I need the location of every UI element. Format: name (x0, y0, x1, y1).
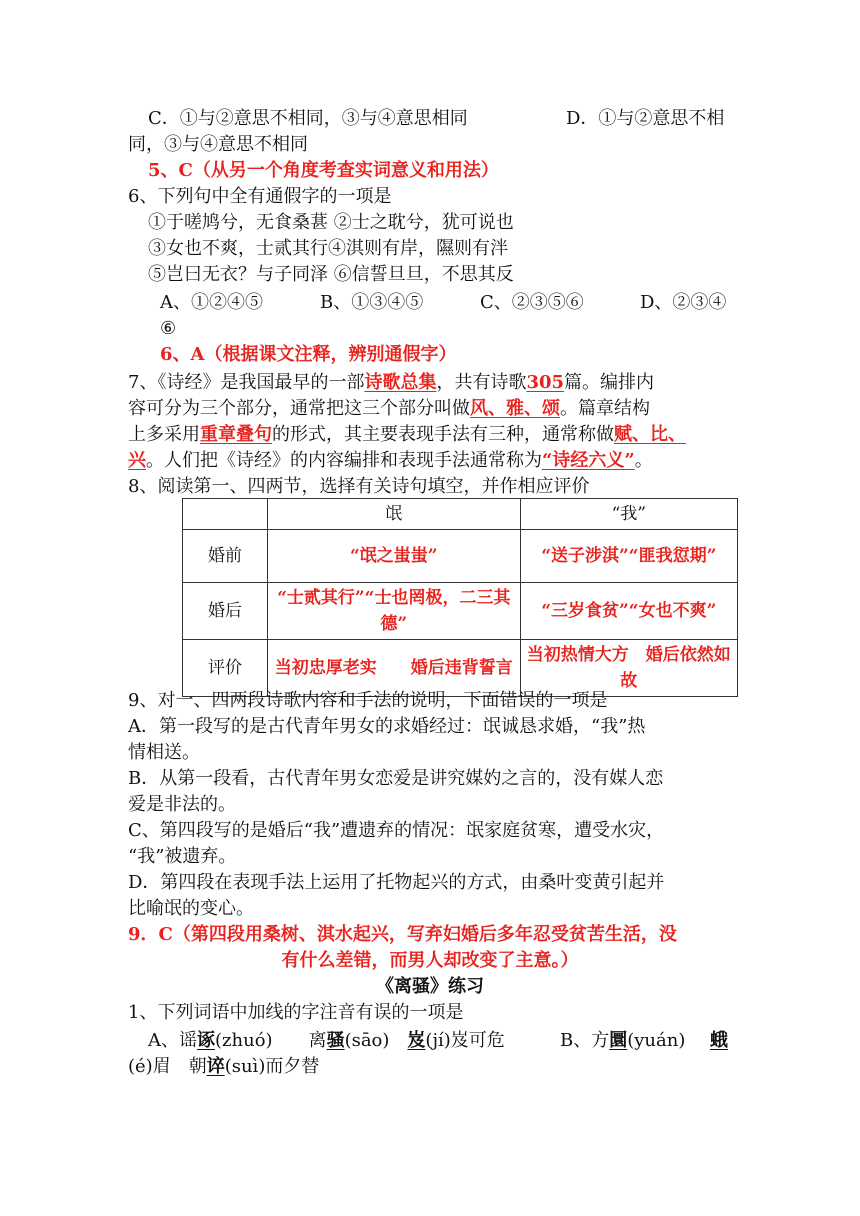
option-text: (sāo) (344, 1030, 408, 1051)
table-header-cell (183, 499, 268, 530)
answer-cell: “氓之蚩蚩” (268, 530, 521, 583)
q6-item-line: ③女也不爽，士贰其行④淇则有岸，隰则有泮 (148, 238, 508, 259)
q6-option-c: C、②③⑤⑥ (480, 292, 584, 313)
q7-text: 7、《诗经》是我国最早的一部 (128, 372, 365, 393)
q9-answer: 9．C（第四段用桑树、淇水起兴，写弃妇婚后多年忍受贫苦生活，没 (128, 924, 677, 945)
underlined-char: 谇 (206, 1056, 225, 1077)
q5-answer: 5、C（从另一个角度考查实词意义和用法） (148, 160, 499, 181)
q7-text: 的形式，其主要表现手法有三种，通常称做 (272, 424, 614, 445)
table-row (183, 530, 738, 583)
option-text: A、谣 (148, 1030, 197, 1051)
answer-cell: 当初热情大方 婚后依然如故 (520, 640, 737, 697)
q6-option-d-continued: ⑥ (160, 318, 177, 339)
q5-option-d-continued: 同，③与④意思不相同 (128, 134, 308, 155)
option-text: (zhuó) 离 (215, 1030, 327, 1051)
q9-answer-continued: 有什么差错，而男人却改变了主意。） (281, 950, 579, 971)
lisao-q1-option-a (148, 1028, 505, 1054)
answer-cell: 当初忠厚老实 婚后违背誓言 (268, 640, 521, 697)
underlined-char: 蛾 (710, 1030, 728, 1051)
q9-option-a-continued: 情相送。 (128, 742, 200, 763)
table-header-cell: 氓 (268, 499, 521, 530)
q7-text: 容可分为三个部分，通常把这三个部分叫做 (128, 398, 470, 419)
underlined-char: 诼 (197, 1030, 215, 1051)
q9-option-d-continued: 比喻氓的变心。 (128, 898, 254, 919)
table-row (183, 583, 738, 640)
lisao-q1-stem: 1、下列词语中加线的字注音有误的一项是 (128, 1002, 464, 1023)
section-title: 《离骚》练习 (376, 976, 484, 997)
q7-line-1 (128, 370, 654, 396)
table-header-row (183, 499, 738, 530)
row-label: 评价 (183, 640, 268, 697)
table-header-cell: “我” (520, 499, 737, 530)
option-text: B、方 (560, 1030, 610, 1051)
q7-line-2 (128, 396, 650, 422)
q7-text: 篇。编排内 (564, 372, 655, 393)
answer-cell: “三岁食贫”“女也不爽” (520, 583, 737, 640)
q7-text: 。篇章结构 (560, 398, 650, 419)
q7-blank-answer: 重章叠句 (200, 424, 272, 445)
option-text: (yuán) (627, 1030, 686, 1051)
q9-stem: 9、对一、四两段诗歌内容和手法的说明，下面错误的一项是 (128, 690, 608, 711)
q7-blank-answer: 305 (526, 372, 565, 393)
q7-blank-answer: 风、雅、颂 (470, 398, 560, 419)
q6-item-line: ⑤岂曰无衣？与子同泽 ⑥信誓旦旦，不思其反 (148, 264, 514, 285)
lisao-q1-option-b-char (710, 1028, 728, 1054)
lisao-q1-option-b-continued (128, 1054, 319, 1080)
evaluation-table (182, 498, 738, 697)
q7-blank-answer: 赋、比、 (614, 424, 686, 445)
q6-answer: 6、A（根据课文注释，辨别通假字） (160, 344, 457, 365)
underlined-char: 骚 (326, 1030, 345, 1051)
option-text: (suì)而夕替 (224, 1056, 320, 1077)
q6-option-a: A、①②④⑤ (160, 292, 263, 313)
q9-option-c-continued: “我”被遗弃。 (128, 846, 237, 867)
q9-option-b: B．从第一段看，古代青年男女恋爱是讲究媒妁之言的，没有媒人恋 (128, 768, 664, 789)
q9-option-d: D．第四段在表现手法上运用了托物起兴的方式，由桑叶变黄引起并 (128, 872, 665, 893)
lisao-q1-option-b (560, 1028, 685, 1054)
row-label: 婚前 (183, 530, 268, 583)
q6-item-line: ①于嗟鸠兮，无食桑葚 ②士之耽兮，犹可说也 (148, 212, 514, 233)
q7-blank-answer: 诗歌总集 (364, 372, 437, 393)
q9-option-c: C、第四段写的是婚后“我”遭遗弃的情况：氓家庭贫寒，遭受水灾， (128, 820, 665, 841)
answer-cell: “送子涉淇”“匪我愆期” (520, 530, 737, 583)
q7-line-4 (128, 448, 653, 474)
q7-text: ，共有诗歌 (436, 372, 527, 393)
q7-blank-answer: 兴 (128, 450, 146, 471)
option-text: (é)眉 朝 (128, 1056, 207, 1077)
underlined-char: 岌 (407, 1030, 426, 1051)
q5-option-c: C．①与②意思不相同，③与④意思相同 (148, 108, 468, 129)
underlined-char: 圜 (609, 1030, 628, 1051)
q7-blank-answer: “诗经六义” (542, 450, 635, 471)
q7-text: 上多采用 (128, 424, 200, 445)
option-text: (jí)岌可危 (425, 1030, 505, 1051)
q7-text: 。人们把《诗经》的内容编排和表现手法通常称为 (146, 450, 542, 471)
answer-cell: “士贰其行”“士也罔极，二三其德” (268, 583, 521, 640)
q9-option-b-continued: 爱是非法的。 (128, 794, 236, 815)
q8-stem: 8、阅读第一、四两节，选择有关诗句填空，并作相应评价 (128, 476, 590, 497)
q7-text: 。 (634, 450, 653, 471)
row-label: 婚后 (183, 583, 268, 640)
q5-option-d: D．①与②意思不相 (566, 108, 725, 129)
q6-option-d: D、②③④ (640, 292, 727, 313)
q6-option-b: B、①③④⑤ (320, 292, 424, 313)
q9-option-a: A．第一段写的是古代青年男女的求婚经过：氓诚恳求婚，“我”热 (128, 716, 646, 737)
q7-line-3 (128, 422, 686, 448)
q6-stem: 6、下列句中全有通假字的一项是 (128, 186, 392, 207)
